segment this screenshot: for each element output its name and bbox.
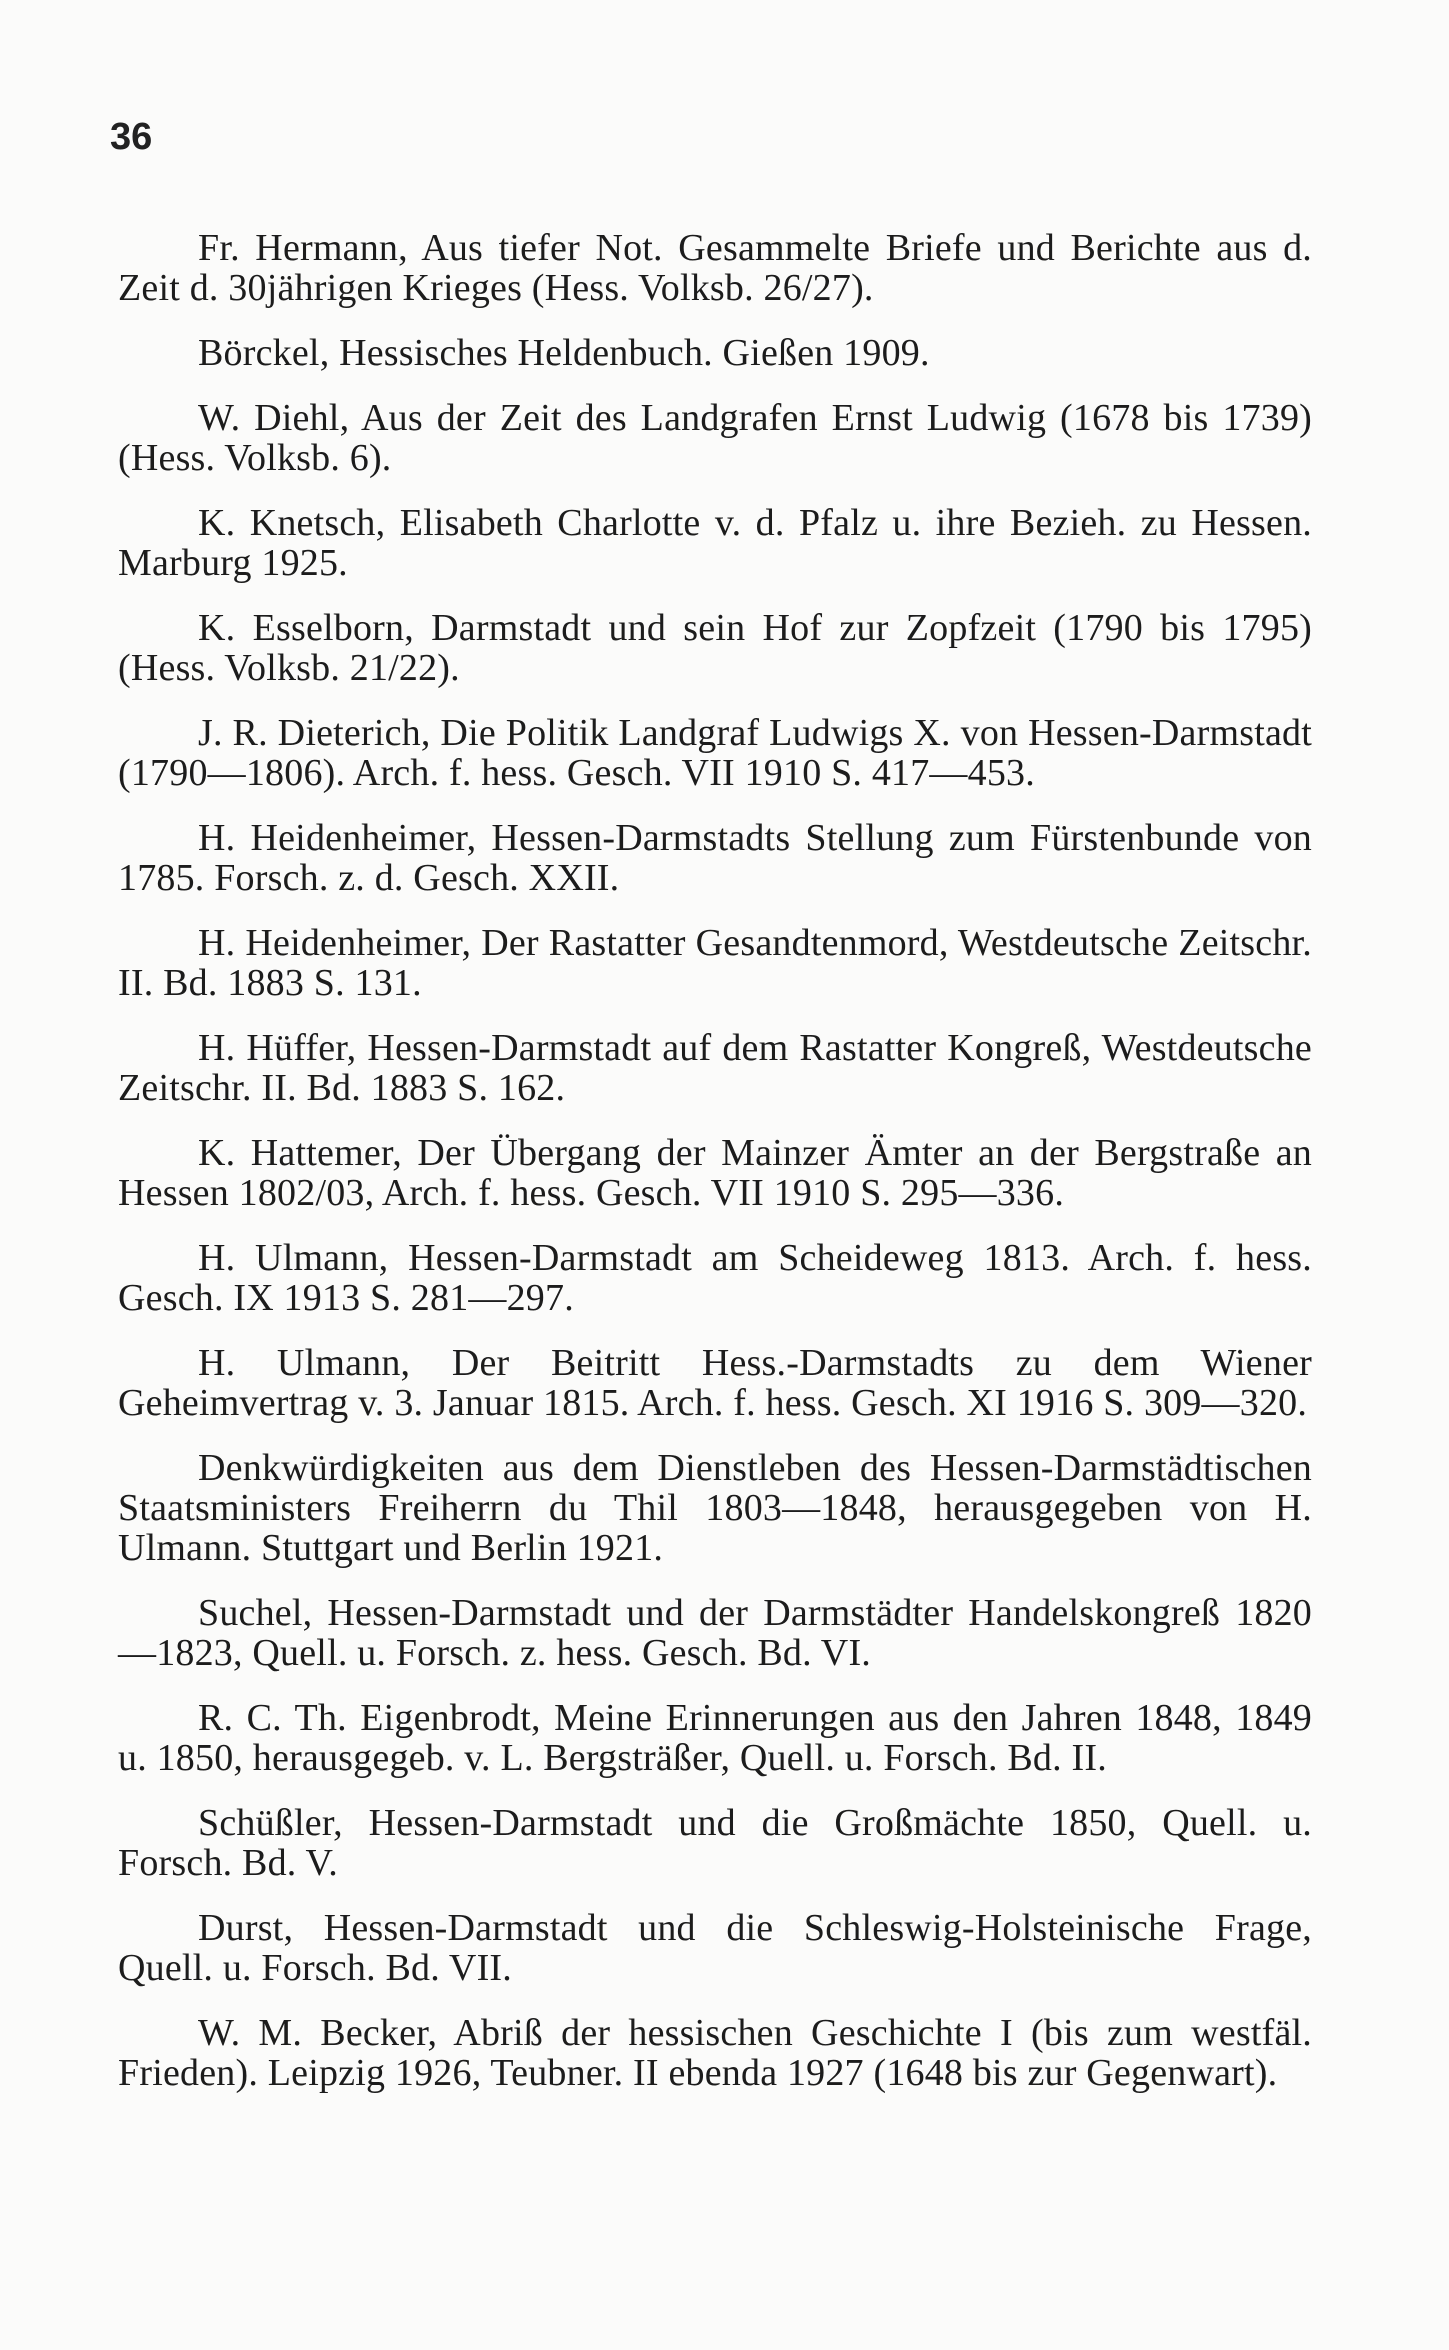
page-number: 36: [110, 116, 153, 158]
bibliography-entry: Denkwürdigkeiten aus dem Dienstleben des Hessen-Darmstädtischen Staatsministers Freiherrn du Thil 1803—1848, herausgegeben von H. Ulmann. Stuttgart und Berlin 1921.: [118, 1447, 1312, 1569]
bibliography-entry: R. C. Th. Eigenbrodt, Meine Erinnerungen aus den Jahren 1848, 1849 u. 1850, herausgegeb. v. L. Bergsträßer, Quell. u. Forsch. Bd. II.: [118, 1697, 1312, 1779]
bibliography-entry: W. Diehl, Aus der Zeit des Landgrafen Ernst Ludwig (1678 bis 1739) (Hess. Volksb. 6).: [118, 397, 1312, 479]
bibliography-entry: K. Knetsch, Elisabeth Charlotte v. d. Pfalz u. ihre Bezieh. zu Hessen. Marburg 1925.: [118, 502, 1312, 584]
bibliography-entry: J. R. Dieterich, Die Politik Landgraf Ludwigs X. von Hessen-Darmstadt (1790—1806). Arch. f. hess. Gesch. VII 1910 S. 417—453.: [118, 712, 1312, 794]
bibliography-entry: H. Ulmann, Der Beitritt Hess.-Darmstadts zu dem Wiener Geheimvertrag v. 3. Januar 1815. Arch. f. hess. Gesch. XI 1916 S. 309—320.: [118, 1342, 1312, 1424]
bibliography-entry: Börckel, Hessisches Heldenbuch. Gießen 1909.: [198, 332, 930, 374]
bibliography-entry: H. Heidenheimer, Hessen-Darmstadts Stellung zum Fürstenbunde von 1785. Forsch. z. d. Gesch. XXII.: [118, 817, 1312, 899]
bibliography-entry: Durst, Hessen-Darmstadt und die Schleswig-Holsteinische Frage, Quell. u. Forsch. Bd. VII.: [118, 1907, 1312, 1989]
bibliography-entry: H. Hüffer, Hessen-Darmstadt auf dem Rastatter Kongreß, Westdeutsche Zeitschr. II. Bd. 1883 S. 162.: [118, 1027, 1312, 1109]
bibliography-entry: Fr. Hermann, Aus tiefer Not. Gesammelte Briefe und Berichte aus d. Zeit d. 30jährigen Krieges (Hess. Volksb. 26/27).: [118, 227, 1312, 309]
bibliography-entry: Suchel, Hessen-Darmstadt und der Darmstädter Handelskongreß 1820—1823, Quell. u. Forsch. z. hess. Gesch. Bd. VI.: [118, 1592, 1312, 1674]
bibliography-entry: K. Hattemer, Der Übergang der Mainzer Ämter an der Bergstraße an Hessen 1802/03, Arch. f. hess. Gesch. VII 1910 S. 295—336.: [118, 1132, 1312, 1214]
bibliography-entry: Schüßler, Hessen-Darmstadt und die Großmächte 1850, Quell. u. Forsch. Bd. V.: [118, 1802, 1312, 1884]
bibliography-entry: K. Esselborn, Darmstadt und sein Hof zur Zopfzeit (1790 bis 1795) (Hess. Volksb. 21/22).: [118, 607, 1312, 689]
bibliography-entry: W. M. Becker, Abriß der hessischen Geschichte I (bis zum westfäl. Frieden). Leipzig 1926, Teubner. II ebenda 1927 (1648 bis zur Gegenwart).: [118, 2012, 1312, 2094]
bibliography-entry: H. Heidenheimer, Der Rastatter Gesandtenmord, Westdeutsche Zeitschr. II. Bd. 1883 S. 131.: [118, 922, 1312, 1004]
bibliography-list: [118, 228, 1312, 2118]
bibliography-entry: H. Ulmann, Hessen-Darmstadt am Scheideweg 1813. Arch. f. hess. Gesch. IX 1913 S. 281—297.: [118, 1237, 1312, 1319]
